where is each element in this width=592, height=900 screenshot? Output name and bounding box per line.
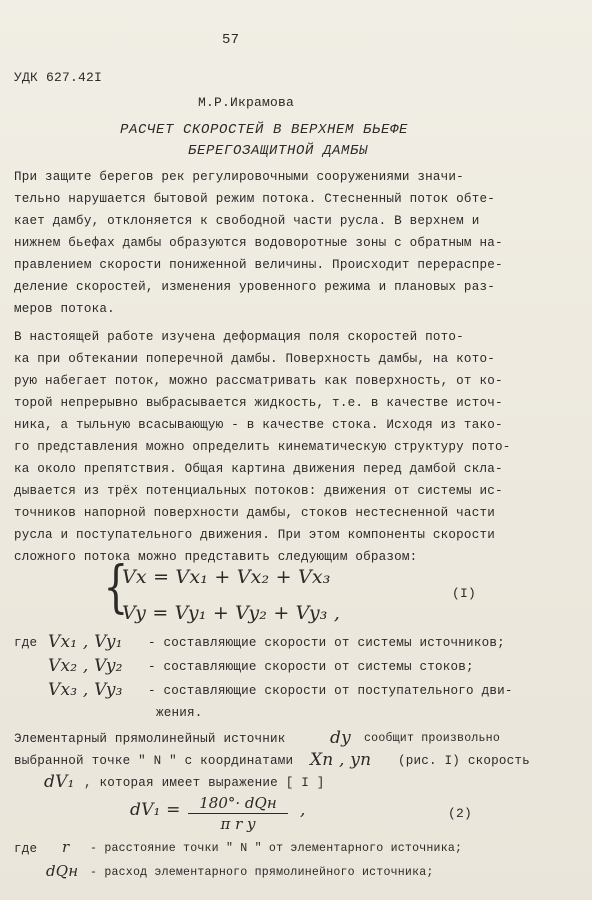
paragraph-1-line: кает дамбу, отклоняется к свободной части русла. В верхнем и <box>14 214 480 228</box>
equation-2-lhs: dV₁ = <box>130 800 181 820</box>
paragraph-1-line: правлением скорости пониженной величины. Происходит перераспре- <box>14 258 503 272</box>
inline-symbol: dV₁ <box>44 772 75 792</box>
where-symbol: r <box>62 838 70 856</box>
paragraph-1-line: При защите берегов рек регулировочными сооружениями значи- <box>14 170 464 184</box>
paragraph-2-line: сложного потока можно представить следующим образом: <box>14 550 418 564</box>
inline-symbol: dy <box>330 728 351 748</box>
paragraph-3-line: Элементарный прямолинейный источник <box>14 732 286 746</box>
equation-1-line-2: Vy = Vy₁ + Vy₂ + Vy₃ , <box>122 602 341 624</box>
where-description: - составляющие скорости от системы стоков; <box>148 660 474 674</box>
where-continuation: жения. <box>156 706 203 720</box>
paragraph-3-line: (рис. I) скорость <box>398 754 530 768</box>
where-symbol: Vx₃ , Vy₃ <box>48 680 123 700</box>
paragraph-2-line: рую набегает поток, можно рассматривать как поверхность, от ко- <box>14 374 503 388</box>
page-number: 57 <box>222 32 240 48</box>
paragraph-3-line: , которая имеет выражение [ I ] <box>84 776 325 790</box>
where-description: - составляющие скорости от поступательного дви- <box>148 684 513 698</box>
equation-2-numerator: 180°· dQн <box>188 794 288 814</box>
paragraph-2-line: точников напорной поверхности дамбы, стоков нестесненной части <box>14 506 495 520</box>
author-name: М.Р.Икрамова <box>198 95 295 110</box>
where-symbol: dQн <box>46 862 79 880</box>
paragraph-2-line: ника, а тыльную всасывающую - в качестве стока. Исходя из тако- <box>14 418 503 432</box>
paragraph-2-line: торой непрерывно выбрасывается жидкость, т.е. в качестве источ- <box>14 396 503 410</box>
paragraph-2-line: дывается из трёх потенциальных потоков: движения от системы ис- <box>14 484 503 498</box>
paragraph-2-line: го представления можно определить кинематическую структуру пото- <box>14 440 511 454</box>
where-prefix: где <box>14 636 38 650</box>
title-line-2: БЕРЕГОЗАЩИТНОЙ ДАМБЫ <box>188 143 369 159</box>
equation-2-denominator: π r y <box>220 815 256 833</box>
inline-symbol: Xn , yn <box>310 750 372 770</box>
equation-1-number: (I) <box>452 586 477 601</box>
where-prefix: где <box>14 842 38 856</box>
paragraph-3-line: сообщит произвольно <box>364 732 500 745</box>
where-description: - расход элементарного прямолинейного источника; <box>90 866 434 879</box>
where-symbol: Vx₁ , Vy₁ <box>48 632 123 652</box>
paragraph-2-line: В настоящей работе изучена деформация поля скоростей пото- <box>14 330 464 344</box>
paragraph-1-line: деление скоростей, изменения уровенного режима и плановых раз- <box>14 280 495 294</box>
equation-2-number: (2) <box>448 806 473 821</box>
equation-2-tail: , <box>300 800 306 820</box>
udk-code: УДК 627.42I <box>14 70 103 85</box>
paragraph-1-line: тельно нарушается бытовой режим потока. Стесненный поток обте- <box>14 192 495 206</box>
paragraph-2-line: ка при обтекании поперечной дамбы. Поверхность дамбы, на кото- <box>14 352 495 366</box>
paragraph-1-line: меров потока. <box>14 302 115 316</box>
where-description: - расстояние точки " N " от элементарного источника; <box>90 842 463 855</box>
where-symbol: Vx₂ , Vy₂ <box>48 656 123 676</box>
equation-1-line-1: Vx = Vx₁ + Vx₂ + Vx₃ <box>122 566 331 588</box>
where-description: - составляющие скорости от системы источников; <box>148 636 505 650</box>
title-line-1: РАСЧЕТ СКОРОСТЕЙ В ВЕРХНЕМ БЬЕФЕ <box>120 122 409 138</box>
equation-2-fraction <box>188 794 288 833</box>
paragraph-2-line: ка около препятствия. Общая картина движения перед дамбой скла- <box>14 462 503 476</box>
equation-brace: { <box>103 555 129 620</box>
paragraph-3-line: выбранной точке " N " с координатами <box>14 754 294 768</box>
paragraph-1-line: нижнем бьефах дамбы образуются водоворотные зоны с обратным на- <box>14 236 503 250</box>
paragraph-2-line: русла и поступательного движения. При этом компоненты скорости <box>14 528 495 542</box>
